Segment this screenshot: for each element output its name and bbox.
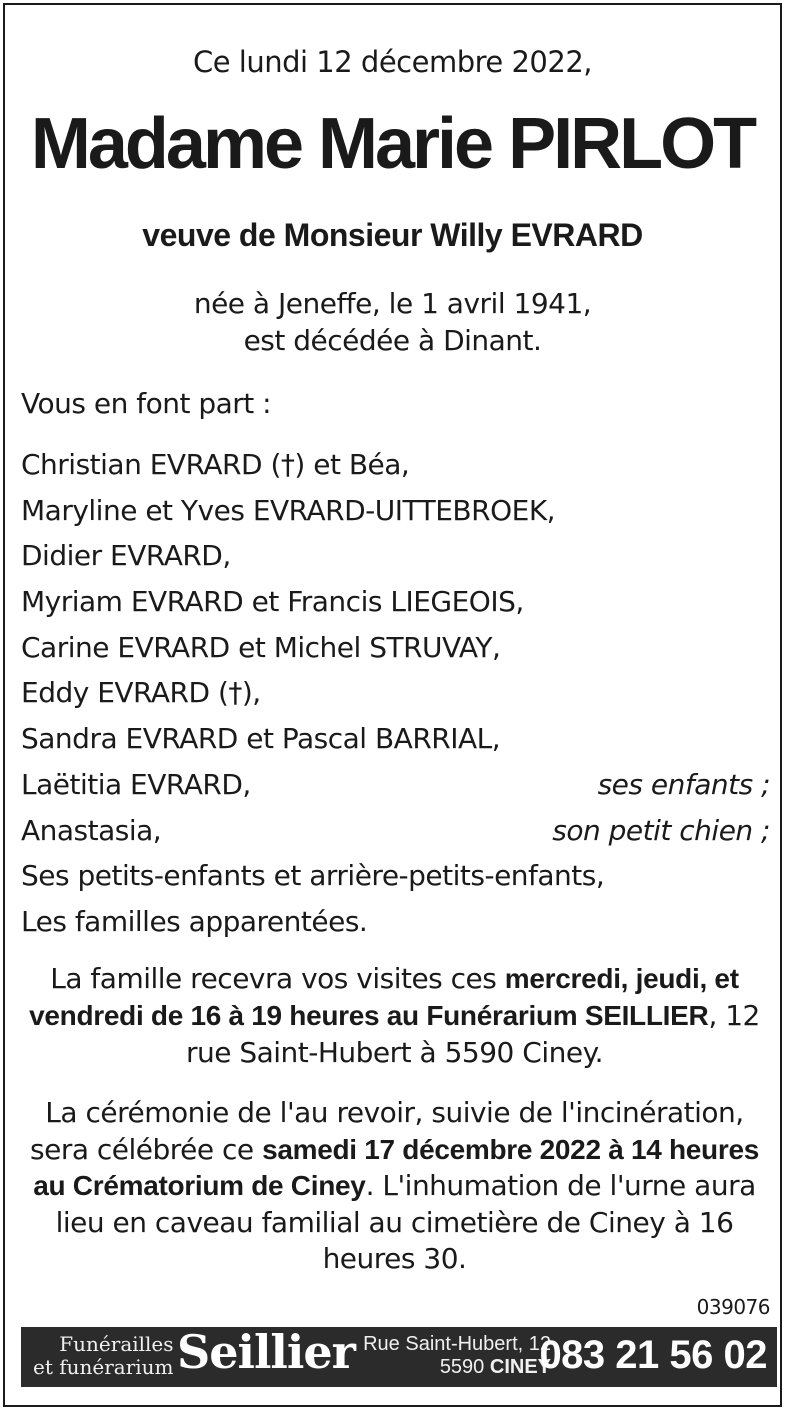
ceremony-prefix: La cérémonie de l'au revoir, suivie de l'incinération, sera célébrée ce bbox=[30, 1096, 744, 1166]
family-line bbox=[21, 899, 770, 945]
funeral-home-address bbox=[351, 1333, 551, 1379]
announcement-intro: Vous en font part : bbox=[21, 387, 272, 420]
family-member: Carine EVRARD et Michel STRUVAY, bbox=[21, 630, 501, 664]
funeral-home-label bbox=[33, 1333, 174, 1379]
birth-death-block bbox=[5, 285, 780, 359]
reference-number: 039076 bbox=[696, 1295, 770, 1319]
family-line bbox=[21, 762, 770, 808]
birth-line: née à Jeneffe, le 1 avril 1941, bbox=[193, 287, 592, 320]
ceremony-paragraph bbox=[19, 1095, 770, 1278]
funeral-home-banner bbox=[21, 1327, 777, 1387]
family-member: Anastasia, bbox=[21, 813, 162, 847]
family-line bbox=[21, 716, 770, 762]
family-line bbox=[21, 488, 770, 534]
death-line: est décédée à Dinant. bbox=[243, 324, 542, 357]
family-line bbox=[21, 442, 770, 488]
funeral-home-brand: Seillier bbox=[177, 1327, 355, 1379]
visits-highlight: mercredi, jeudi, et vendredi de 16 à 19 heures au Funérarium SEILLIER bbox=[29, 963, 739, 1031]
family-member: Ses petits-enfants et arrière-petits-enfants, bbox=[21, 859, 605, 893]
family-line bbox=[21, 625, 770, 671]
family-member: Maryline et Yves EVRARD-UITTEBROEK, bbox=[21, 493, 556, 527]
family-line bbox=[21, 579, 770, 625]
funeral-home-label-line2: et funérarium bbox=[33, 1355, 174, 1379]
deceased-name: Madame Marie PIRLOT bbox=[30, 104, 755, 184]
family-member: Sandra EVRARD et Pascal BARRIAL, bbox=[21, 722, 501, 756]
family-member: Les familles apparentées. bbox=[21, 904, 368, 938]
family-list bbox=[21, 442, 770, 945]
address-street: Rue Saint-Hubert, 12 bbox=[363, 1333, 551, 1355]
funeral-home-label-line1: Funérailles bbox=[59, 1332, 174, 1356]
family-line bbox=[21, 670, 770, 716]
family-member: Eddy EVRARD (†), bbox=[21, 676, 261, 710]
date-line: Ce lundi 12 décembre 2022, bbox=[193, 45, 592, 79]
family-member: Christian EVRARD (†) et Béa, bbox=[21, 448, 410, 481]
family-line bbox=[21, 853, 770, 899]
family-line bbox=[21, 533, 770, 579]
ceremony-highlight: samedi 17 décembre 2022 à 14 heures au Crématorium de Ciney bbox=[33, 1133, 759, 1201]
funeral-home-phone: 083 21 56 02 bbox=[539, 1333, 767, 1377]
visits-suffix: , 12 rue Saint-Hubert à 5590 Ciney. bbox=[185, 999, 760, 1069]
family-line bbox=[21, 808, 770, 854]
obituary-notice bbox=[3, 3, 782, 1407]
family-role: ses enfants ; bbox=[597, 767, 770, 801]
family-member: Didier EVRARD, bbox=[21, 539, 231, 573]
visits-prefix: La famille recevra vos visites ces bbox=[50, 962, 505, 995]
address-city: CINEY bbox=[489, 1356, 551, 1378]
address-city-line bbox=[351, 1356, 551, 1379]
visits-paragraph bbox=[23, 960, 766, 1071]
widow-of-line: veuve de Monsieur Willy EVRARD bbox=[142, 217, 643, 253]
family-role: son petit chien ; bbox=[552, 813, 770, 847]
family-member: Laëtitia EVRARD, bbox=[21, 767, 251, 801]
ceremony-suffix: . L'inhumation de l'urne aura lieu en caveau familial au cimetière de Ciney à 16 heures 30. bbox=[55, 1169, 756, 1275]
address-postcode: 5590 bbox=[439, 1356, 485, 1378]
family-member: Myriam EVRARD et Francis LIEGEOIS, bbox=[21, 585, 524, 619]
